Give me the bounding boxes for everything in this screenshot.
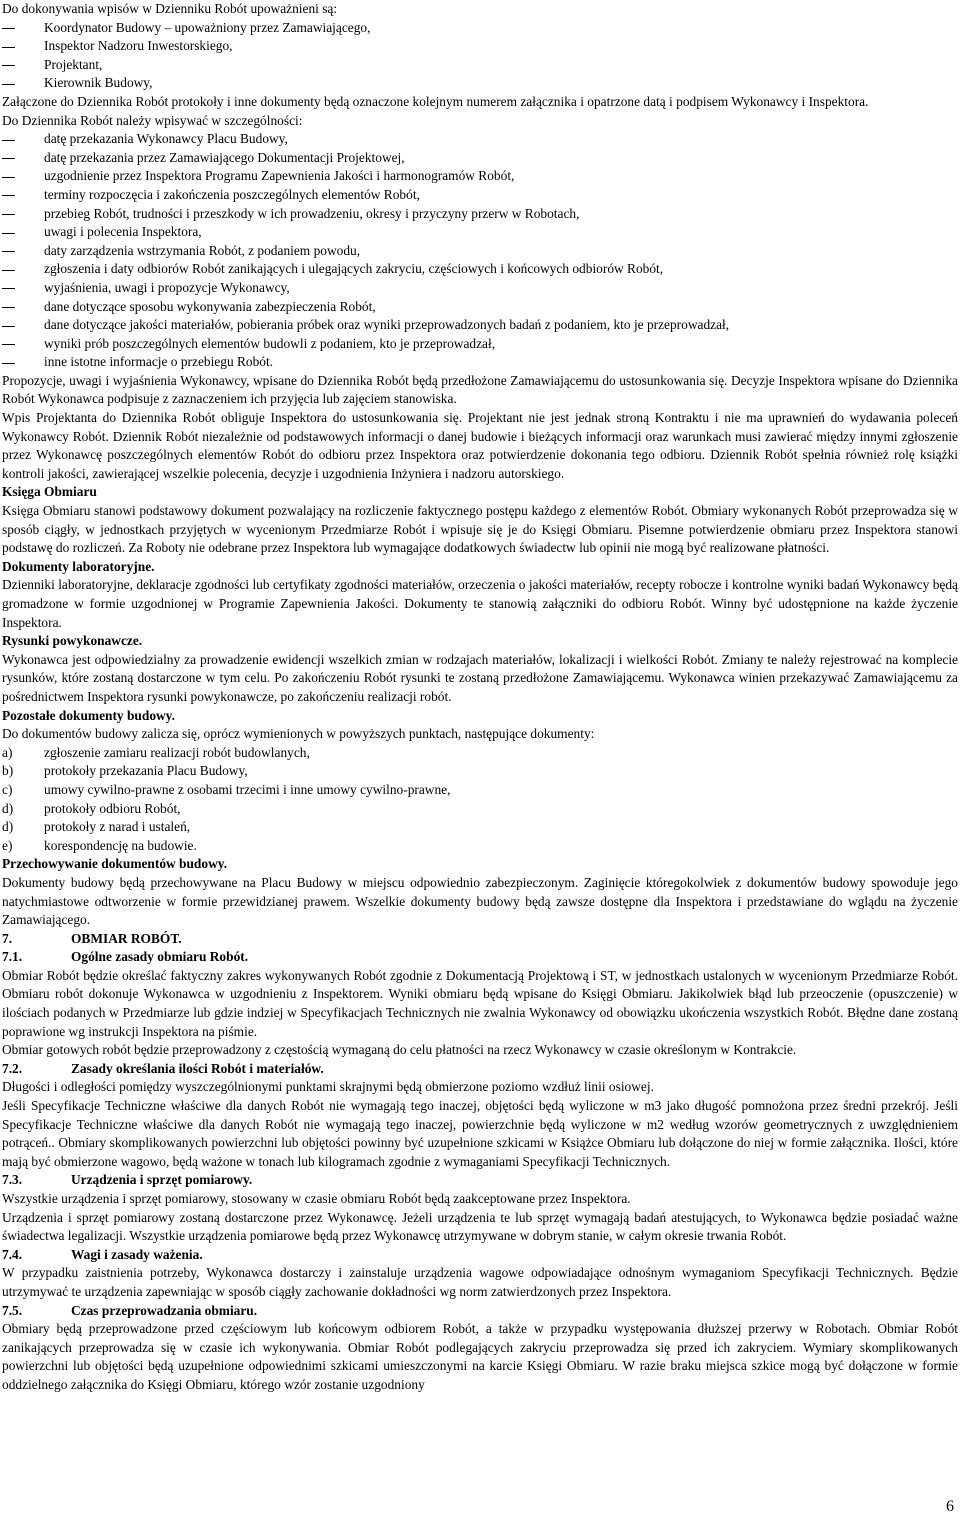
dash-marker <box>2 130 44 149</box>
list-item: uzgodnienie przez Inspektora Programu Zapewnienia Jakości i harmonogramów Robót, <box>2 167 958 186</box>
section-7-3-paragraph-2: Urządzenia i sprzęt pomiarowy zostaną dostarczone przez Wykonawcę. Jeżeli urządzenia te lub sprzęt wymagają badań atestujących, to Wykonawca będzie posiadać ważne świadectwa legalizacji. Wszystkie urządzenia pomiarowe będą przez Wykonawcę utrzymywane w dobrym stanie, w całym okresie trwania Robót. <box>2 1209 958 1244</box>
dash-marker <box>2 335 44 354</box>
list-item: b) protokoły przekazania Placu Budowy, <box>2 763 248 779</box>
heading-as-built-drawings: Rysunki powykonawcze. <box>2 633 143 649</box>
section-7-1-paragraph-1: Obmiar Robót będzie określać faktyczny zakres wykonywanych Robót zgodnie z Dokumentacją Projektową i ST, w jednostkach ustalonych w wycenionym Przedmiarze Robót. Obmiaru robót dokonuje Wykonawca w uzgodnieniu z Inspektorem. Wyniki obmiaru będą wpisane do Księgi Obmiaru. Jakikolwiek błąd lub przeoczenie (opuszczenie) w ilościach podanych w Przedmiarze lub gdzie indziej w Specyfikacjach Technicznych nie zwalnia Wykonawcy od obowiązku ukończenia wszystkich Robót. Błędne dane zostaną poprawione wg instrukcji Inspektora na piśmie. <box>2 967 958 1039</box>
intro-text: Do dokonywania wpisów w Dzienniku Robót upoważnieni są: <box>2 1 338 16</box>
list-item: inne istotne informacje o przebiegu Robót. <box>2 353 958 372</box>
section-heading-7-1: 7.1. Ogólne zasady obmiaru Robót. <box>2 949 249 965</box>
list-item: d) protokoły odbioru Robót, <box>2 800 181 816</box>
list-item: c) umowy cywilno-prawne z osobami trzecimi i inne umowy cywilno-prawne, <box>2 781 451 797</box>
list-item: wyniki prób poszczególnych elementów budowli z podaniem, kto je przeprowadzał, <box>2 335 958 354</box>
proposals-paragraph: Propozycje, uwagi i wyjaśnienia Wykonawcy, wpisane do Dziennika Robót będą przedłożone Zamawiającemu do ustosunkowania się. Decyzje Inspektora wpisane do Dziennika Robót Wykonawca podpisuje z zaznaczeniem ich przyjęcia lub zajęciem stanowiska. <box>2 372 958 407</box>
drawings-paragraph: Wykonawca jest odpowiedzialny za prowadzenie ewidencji wszelkich zmian w rodzajach materiałów, lokalizacji i wielkości Robót. Zmiany te należy rejestrować na komplecie rysunków, które zostaną dostarczone w tym celu. Po zakończeniu Robót rysunki te zostaną przedłożone Zamawiającemu. Wykonawca winien przekazywać Zamawiającemu za pośrednictwem Inspektora rysunki powykonawcze, po zakończeniu realizacji robót. <box>2 651 958 704</box>
list-item: daty zarządzenia wstrzymania Robót, z podaniem powodu, <box>2 242 958 261</box>
heading-other-docs: Pozostałe dokumenty budowy. <box>2 707 175 723</box>
list-item: wyjaśnienia, uwagi i propozycje Wykonawcy, <box>2 279 958 298</box>
heading-storage: Przechowywanie dokumentów budowy. <box>2 856 228 872</box>
list-item: d) protokoły z narad i ustaleń, <box>2 819 191 835</box>
section-7-1-paragraph-2: Obmiar gotowych robót będzie przeprowadzony z częstością wymaganą do celu płatności na rzecz Wykonawcy w czasie określonym w Kontrakcie. <box>2 1042 797 1058</box>
section-heading-7: 7. OBMIAR ROBÓT. <box>2 930 182 946</box>
list-item: Inspektor Nadzoru Inwestorskiego, <box>2 37 958 56</box>
heading-ksiega-obmiaru: Księga Obmiaru <box>2 484 97 500</box>
entries-intro: Do Dziennika Robót należy wpisywać w szczególności: <box>2 112 303 128</box>
section-heading-7-2: 7.2. Zasady określania ilości Robót i materiałów. <box>2 1060 324 1076</box>
section-7-3-paragraph-1: Wszystkie urządzenia i sprzęt pomiarowy, stosowany w czasie obmiaru Robót będą zaakceptowane przez Inspektora. <box>2 1191 631 1206</box>
section-7-4-paragraph: W przypadku zaistnienia potrzeby, Wykonawca dostarczy i zainstaluje urządzenia wagowe odpowiadające odnośnym wymaganiom Specyfikacji Technicznych. Będzie utrzymywać te urządzenia zapewniając w sposób ciągły zachowanie dokładności wg norm zatwierdzonych przez Inspektora. <box>2 1265 958 1299</box>
dash-marker <box>2 242 44 261</box>
section-heading-7-5: 7.5. Czas przeprowadzania obmiaru. <box>2 1302 258 1318</box>
dash-marker <box>2 19 44 38</box>
list-item: przebieg Robót, trudności i przeszkody w ich prowadzeniu, okresy i przyczyny przerw w Robotach, <box>2 205 958 224</box>
section-7-2-paragraph-1: Długości i odległości pomiędzy wyszczególnionymi punktami skrajnymi będą obmierzone poziomo wzdłuż linii osiowej. <box>2 1079 654 1095</box>
list-item: zgłoszenia i daty odbiorów Robót zanikających i ulegających zakryciu, częściowych i końcowych odbiorów Robót, <box>2 260 958 279</box>
dash-marker <box>2 298 44 317</box>
dash-marker <box>2 316 44 335</box>
list-item: Kierownik Budowy, <box>2 74 958 93</box>
dash-marker <box>2 279 44 298</box>
dash-marker <box>2 149 44 168</box>
list-item: e) korespondencję na budowie. <box>2 837 197 853</box>
dash-marker <box>2 223 44 242</box>
ksiega-paragraph: Księga Obmiaru stanowi podstawowy dokument pozwalający na rozliczenie faktycznego postępu każdego z elementów Robót. Obmiary wykonanych Robót przeprowadza się w sposób ciągły, w jednostkach przyjętych w wycenionym Przedmiarze Robót i wpisuje się je do Księgi Obmiaru. Pisemne potwierdzenie obmiaru przez Inspektora stanowi podstawę do rozliczeń. Za Roboty nie odebrane przez Inspektora lub wymagające dodatkowych świadectw lub opinii nie mogą być realizowane płatności. <box>2 503 958 556</box>
dash-marker <box>2 186 44 205</box>
attachments-paragraph: Załączone do Dziennika Robót protokoły i inne dokumenty będą oznaczone kolejnym numerem załącznika i opatrzone datą i podpisem Wykonawcy i Inspektora. <box>2 93 869 109</box>
dash-marker <box>2 167 44 186</box>
list-item: uwagi i polecenia Inspektora, <box>2 223 958 242</box>
other-docs-intro: Do dokumentów budowy zalicza się, oprócz wymienionych w powyższych punktach, następujące dokumenty: <box>2 726 595 742</box>
section-heading-7-3: 7.3. Urządzenia i sprzęt pomiarowy. <box>2 1172 253 1188</box>
dash-marker <box>2 205 44 224</box>
section-heading-7-4: 7.4. Wagi i zasady ważenia. <box>2 1246 203 1262</box>
page-number: 6 <box>946 1498 954 1515</box>
storage-paragraph: Dokumenty budowy będą przechowywane na Placu Budowy w miejscu odpowiednio zabezpieczonym. Zaginięcie któregokolwiek z dokumentów budowy spowoduje jego natychmiastowe odtworzenie w formie przewidzianej prawem. Wszelkie dokumenty budowy będą zawsze dostępne dla Inspektora i przedstawiane do wglądu na życzenie Zamawiającego. <box>2 874 958 928</box>
dash-marker <box>2 74 44 93</box>
list-item: dane dotyczące sposobu wykonywania zabezpieczenia Robót, <box>2 298 958 317</box>
entries-list <box>2 130 958 372</box>
dash-marker <box>2 260 44 279</box>
document-page <box>2 0 958 1395</box>
list-item: Koordynator Budowy – upoważniony przez Zamawiającego, <box>2 19 958 38</box>
list-item: a) zgłoszenie zamiaru realizacji robót budowlanych, <box>2 744 310 760</box>
section-7-5-paragraph: Obmiary będą przeprowadzone przed częściowym lub końcowym odbiorem Robót, a także w przypadku występowania dłuższej przerwy w Robotach. Obmiar Robót zanikających przeprowadza się w czasie ich wykonywania. Obmiar Robót podlegających zakryciu przeprowadza się przed ich zakryciem. Wymiary skomplikowanych powierzchni lub objętości będą uzupełnione odpowiednimi szkicami umieszczonymi na karcie Księgi Obmiaru. W razie braku miejsca szkice mogą być dołączone w formie oddzielnego załącznika do Księgi Obmiaru, którego wzór zostanie uzgodniony <box>2 1321 958 1392</box>
dash-marker <box>2 37 44 56</box>
lab-paragraph: Dzienniki laboratoryjne, deklaracje zgodności lub certyfikaty zgodności materiałów, orzeczenia o jakości materiałów, recepty robocze i kontrolne wyniki badań Wykonawcy będą gromadzone w formie uzgodnionej w Programie Zapewnienia Jakości. Dokumenty te stanowią załączniki do odbioru Robót. Winny być udostępnione na każde życzenie Inspektora. <box>2 577 958 630</box>
designer-paragraph: Wpis Projektanta do Dziennika Robót obliguje Inspektora do ustosunkowania się. Projektant nie jest jednak stroną Kontraktu i nie ma uprawnień do wydawania poleceń Wykonawcy Robót. Dziennik Robót niezależnie od podstawowych informacji o danej budowie i bieżących informacji oraz warunkach musi zawierać między innymi zgłoszenie przez Wykonawcę poszczególnych elementów Robót do odbioru przez Inspektora oraz potwierdzenie dokonania tego odbioru. Dziennik Robót spełnia również rolę książki kontroli jakości, zawierającej wszelkie polecenia, decyzje i uzgodnienia Inżyniera i nadzoru autorskiego. <box>2 410 958 481</box>
dash-marker <box>2 353 44 372</box>
dash-marker <box>2 56 44 75</box>
list-item: Projektant, <box>2 56 958 75</box>
other-docs-list <box>2 744 958 856</box>
list-item: datę przekazania Wykonawcy Placu Budowy, <box>2 130 958 149</box>
heading-lab-docs: Dokumenty laboratoryjne. <box>2 558 155 574</box>
list-item: terminy rozpoczęcia i zakończenia poszczególnych elementów Robót, <box>2 186 958 205</box>
list-item: datę przekazania przez Zamawiającego Dokumentacji Projektowej, <box>2 149 958 168</box>
authorized-list <box>2 19 958 93</box>
list-item: dane dotyczące jakości materiałów, pobierania próbek oraz wyniki przeprowadzonych badań z podaniem, kto je przeprowadzał, <box>2 316 958 335</box>
section-7-2-paragraph-2: Jeśli Specyfikacje Techniczne właściwe dla danych Robót nie wymagają tego inaczej, objętości będą wyliczone w m3 jako długość pomnożona przez średni przekrój. Jeśli Specyfikacje Techniczne właściwe dla danych Robót nie wymagają tego inaczej, powierzchnie będą wyliczone w m2 według wzorów geometrycznych z uwzględnieniem potrąceń.. Obmiary skomplikowanych powierzchni lub objętości powinny być uzupełnione szkicami w Książce Obmiaru lub dołączone do niej w formie załącznika. Ilości, które mają być obmierzone wagowo, będą ważone w tonach lub kilogramach zgodnie z wymaganiami Specyfikacji Technicznych. <box>2 1098 958 1169</box>
